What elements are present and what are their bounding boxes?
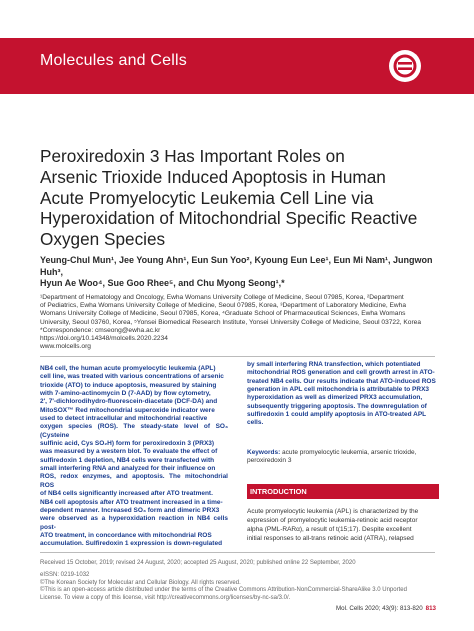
affiliations xyxy=(40,294,440,351)
author-line: Hyun Ae Woo⁴, Sue Goo Rhee⁵, and Chu Myong Seong¹,* xyxy=(40,278,285,288)
abstract-line: treated NB4 cells. Our results indicate that ATO-induced ROS xyxy=(247,377,436,385)
article-title xyxy=(40,146,440,250)
journal-logo-icon xyxy=(388,49,422,83)
abstract-line: mitochondrial ROS generation and cell growth arrest in ATO- xyxy=(247,369,435,377)
keywords-text: acute promyelocytic leukemia, arsenic trioxide, xyxy=(282,449,417,456)
page-number: 813 xyxy=(425,605,436,612)
intro-line: initial responses to all-trans retinoic acid (ATRA), relapsed xyxy=(247,535,414,542)
intro-line: alpha (PML-RARα), a result of t(15;17). Despite excellent xyxy=(247,526,412,533)
abstract-line: sulfinic acid, Cys SO₂H) form for peroxiredoxin 3 (PRX3) xyxy=(40,440,215,448)
abstract-line: was measured by a western blot. To evaluate the effect of xyxy=(40,448,218,456)
abstract-line: cells. xyxy=(247,419,264,427)
affiliation-line: University, Seoul 03760, Korea, ⁵Yonsei Biomedical Research Institute, Yonsei University College of Medicine, Seoul 03722, Korea xyxy=(40,318,421,326)
abstract-line: trioxide (ATO) to induce apoptosis, measured by staining xyxy=(40,381,217,389)
abstract-line: subsequently triggering apoptosis. The downregulation of xyxy=(247,402,427,410)
abstract-line: ROS, redox enzymes, and apoptosis. The mitochondrial ROS xyxy=(40,473,228,489)
page-footer xyxy=(336,605,436,612)
introduction-text xyxy=(247,507,437,543)
abstract-line: were observed as a hyperoxidation reaction in NB4 cells post- xyxy=(40,515,228,531)
abstract-line: with 7-amino-actinomycin D (7-AAD) by flow cytometry, xyxy=(40,390,211,398)
affiliation-line: ¹Department of Hematology and Oncology, Ewha Womans University College of Medicine, Seoul 07985, Korea, ²Department xyxy=(40,294,404,301)
abstract-line: hyperoxidation as well as dimerized PRX3 accumulation, xyxy=(247,394,423,402)
title-line: Oxygen Species xyxy=(40,229,166,250)
abstract-line: NB4 cell, the human acute promyelocytic leukemia (APL) xyxy=(40,365,216,372)
intro-line: expression of promyelocytic leukemia-retinoic acid receptor xyxy=(247,517,418,524)
abstract-line: NB4 cell apoptosis after ATO treatment increased in a time- xyxy=(40,498,223,506)
abstract-left xyxy=(40,365,228,549)
keywords-label: Keywords: xyxy=(247,449,281,456)
abstract-line: small interfering RNA and analyzed for their influence on xyxy=(40,465,216,473)
abstract-line: sulfiredoxin 1 depletion, NB4 cells were transfected with xyxy=(40,456,215,464)
intro-line: Acute promyelocytic leukemia (APL) is characterized by the xyxy=(247,508,419,515)
received-dates: Received 15 October, 2019; revised 24 August, 2020; accepted 25 August, 2020; published online 22 September, 2020 xyxy=(40,560,356,566)
citation: Mol. Cells 2020; 43(9): 813-820 xyxy=(335,605,423,612)
divider xyxy=(40,552,435,553)
affiliation-line: of Pediatrics, Ewha Womans University College of Medicine, Seoul 07985, Korea, ³Department of Laboratory Medicine, Ewha xyxy=(40,302,407,310)
title-line: Arsenic Trioxide Induced Apoptosis in Human xyxy=(40,166,386,187)
section-heading: INTRODUCTION xyxy=(247,484,439,499)
abstract-right xyxy=(247,361,437,428)
journal-name: Molecules and Cells xyxy=(40,52,187,69)
correspondence-email[interactable]: *Correspondence: cmseong@ewha.ac.kr xyxy=(40,326,161,334)
copyright: ©The Korean Society for Molecular and Cellular Biology. All rights reserved. xyxy=(40,579,241,586)
abstract-line: accumulation. Sulfiredoxin 1 expression is down-regulated xyxy=(40,540,223,548)
license-text: ©This is an open-access article distributed under the terms of the Creative Commons Attribution-NonCommercial-ShareAlike 3.0 Unported xyxy=(40,587,407,594)
abstract-line: oxygen species (ROS). The steady-state level of SO₃ (Cysteine xyxy=(40,423,228,439)
title-line: Peroxiredoxin 3 Has Important Roles on xyxy=(40,146,345,166)
title-line: Acute Promyelocytic Leukemia Cell Line via xyxy=(40,187,374,208)
journal-banner xyxy=(0,38,474,94)
journal-url-link[interactable]: www.molcells.org xyxy=(40,343,91,351)
author-list xyxy=(40,255,450,290)
abstract-line: MitoSOX™ Red mitochondrial superoxide indicator were xyxy=(40,406,215,414)
affiliation-line: Womans University College of Medicine, Seoul 07985, Korea, ⁴Graduate School of Pharmaceutical Sciences, Ewha Womans xyxy=(40,310,406,318)
footer-notes xyxy=(40,560,440,603)
eissn: eISSN: 0219-1032 xyxy=(40,571,90,578)
abstract-line: ATO treatment, in concordance with mitochondrial ROS xyxy=(40,531,212,539)
abstract-line: generation in APL cell mitochondria is attributable to PRX3 xyxy=(247,386,430,394)
abstract-line: by small interfering RNA transfection, which potentiated xyxy=(247,361,421,368)
author-line: Yeung-Chul Mun¹, Jee Young Ahn¹, Eun Sun Yoo², Kyoung Eun Lee¹, Eun Mi Nam¹, Jungwon Huh³, xyxy=(40,255,433,277)
title-line: Hyperoxidation of Mitochondrial Specific Reactive xyxy=(40,208,418,229)
divider xyxy=(40,356,435,357)
abstract-line: used to detect intracellular and mitochondrial reactive xyxy=(40,415,208,423)
abstract-line: dependent manner. Increased SO₃ form and dimeric PRX3 xyxy=(40,506,220,514)
keywords xyxy=(247,449,437,466)
license-text: License. To view a copy of this license, visit http://creativecommons.org/licenses/by-nc-sa/3.0/. xyxy=(40,595,291,602)
abstract-line: 2', 7'-dichlorodihydro-fluorescein-diacetate (DCF-DA) and xyxy=(40,398,218,406)
doi-link[interactable]: https://doi.org/10.14348/molcells.2020.2234 xyxy=(40,335,168,343)
keywords-text: peroxiredoxin 3 xyxy=(247,457,292,465)
abstract-line: cell line, was treated with various concentrations of arsenic xyxy=(40,373,224,381)
abstract-line: of NB4 cells significantly increased after ATO treatment. xyxy=(40,490,213,498)
abstract-line: sulfiredoxin 1 could amplify apoptosis in ATO-treated APL xyxy=(247,411,427,419)
